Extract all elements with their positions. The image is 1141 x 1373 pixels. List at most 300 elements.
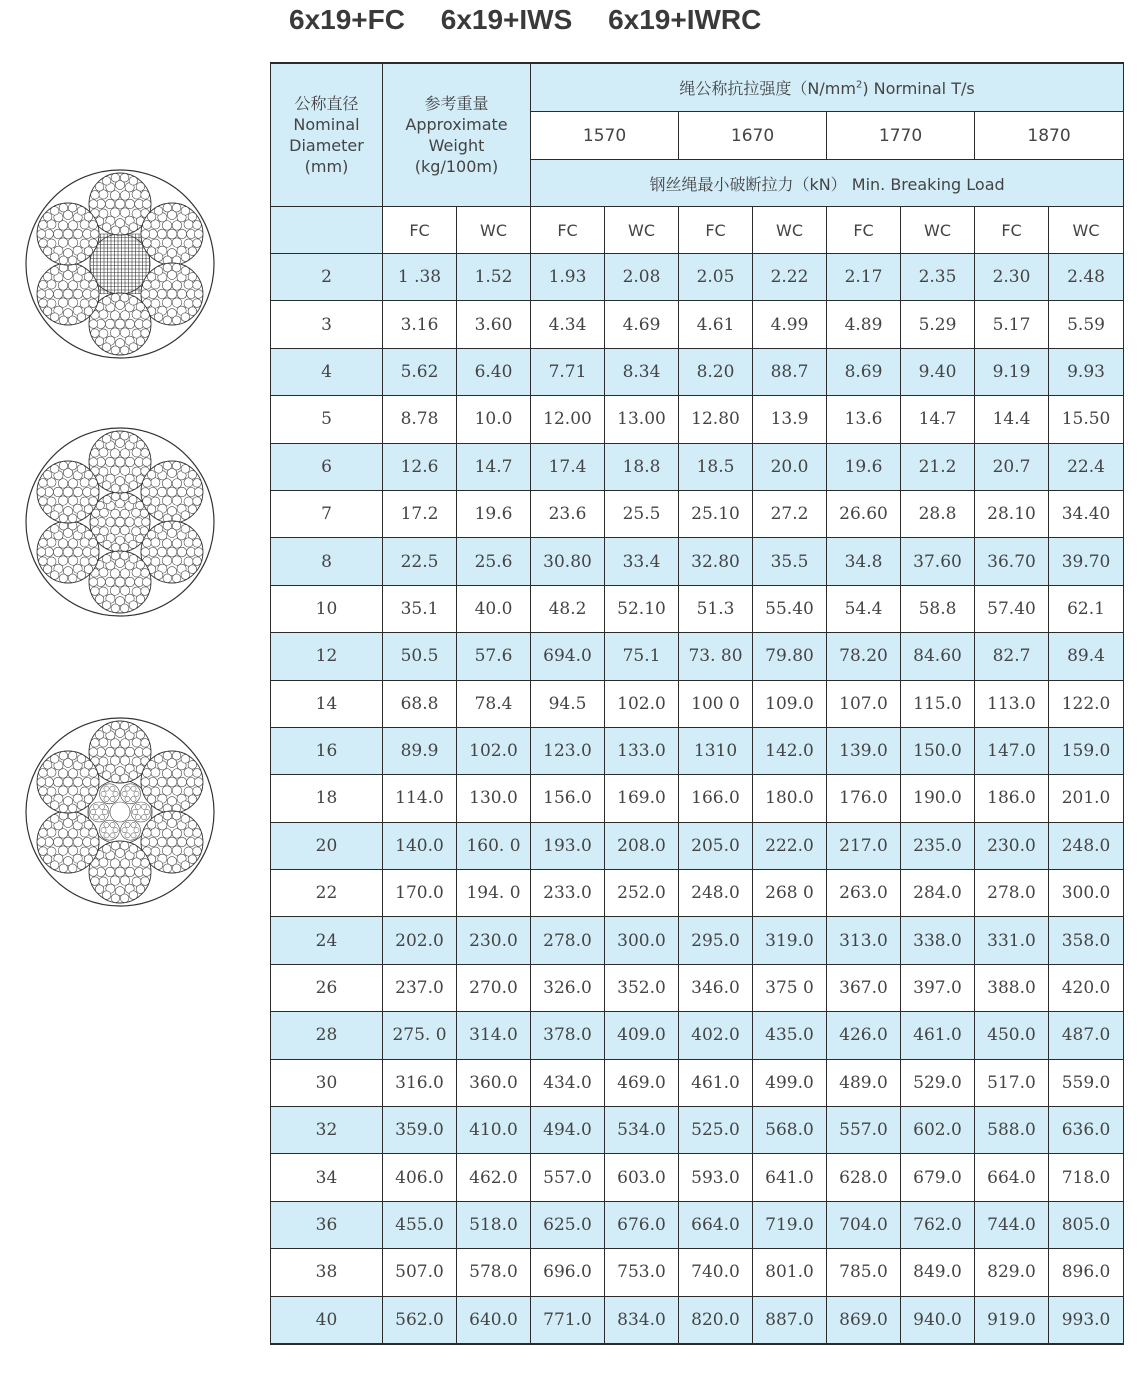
value-cell: 295.0 <box>679 917 753 964</box>
value-cell: 205.0 <box>679 822 753 869</box>
value-cell: 194. 0 <box>457 870 531 917</box>
value-cell: 517.0 <box>975 1059 1049 1106</box>
value-cell: 34.8 <box>827 538 901 585</box>
nominal-diameter-en1: Nominal <box>293 115 360 134</box>
core-strand <box>90 492 150 552</box>
value-cell: 896.0 <box>1049 1249 1124 1296</box>
value-cell: 640.0 <box>457 1296 531 1344</box>
value-cell: 102.0 <box>605 680 679 727</box>
sub-col-header: FC <box>531 207 605 254</box>
value-cell: 1.93 <box>531 254 605 301</box>
value-cell: 694.0 <box>531 633 605 680</box>
outer-strand <box>37 461 99 523</box>
value-cell: 4.89 <box>827 301 901 348</box>
value-cell: 7.71 <box>531 348 605 395</box>
value-cell: 122.0 <box>1049 680 1124 727</box>
value-cell: 562.0 <box>383 1296 457 1344</box>
value-cell: 78.20 <box>827 633 901 680</box>
table-row <box>271 680 1124 727</box>
value-cell: 190.0 <box>901 775 975 822</box>
value-cell: 278.0 <box>531 917 605 964</box>
strength-sup: 2 <box>855 79 863 91</box>
value-cell: 15.50 <box>1049 396 1124 443</box>
diameter-cell: 5 <box>271 396 383 443</box>
value-cell: 762.0 <box>901 1201 975 1248</box>
table-row <box>271 727 1124 774</box>
value-cell: 37.60 <box>901 538 975 585</box>
value-cell: 718.0 <box>1049 1154 1124 1201</box>
value-cell: 20.7 <box>975 443 1049 490</box>
value-cell: 202.0 <box>383 917 457 964</box>
value-cell: 603.0 <box>605 1154 679 1201</box>
value-cell: 62.1 <box>1049 585 1124 632</box>
value-cell: 676.0 <box>605 1201 679 1248</box>
table-row <box>271 775 1124 822</box>
table-row <box>271 254 1124 301</box>
value-cell: 54.4 <box>827 585 901 632</box>
value-cell: 50.5 <box>383 633 457 680</box>
value-cell: 14.4 <box>975 396 1049 443</box>
value-cell: 160. 0 <box>457 822 531 869</box>
value-cell: 2.05 <box>679 254 753 301</box>
value-cell: 22.5 <box>383 538 457 585</box>
value-cell: 326.0 <box>531 964 605 1011</box>
value-cell: 507.0 <box>383 1249 457 1296</box>
value-cell: 89.9 <box>383 727 457 774</box>
value-cell: 5.62 <box>383 348 457 395</box>
value-cell: 52.10 <box>605 585 679 632</box>
value-cell: 469.0 <box>605 1059 679 1106</box>
value-cell: 27.2 <box>753 490 827 537</box>
value-cell: 268 0 <box>753 870 827 917</box>
diameter-cell: 22 <box>271 870 383 917</box>
value-cell: 57.40 <box>975 585 1049 632</box>
value-cell: 300.0 <box>605 917 679 964</box>
value-cell: 331.0 <box>975 917 1049 964</box>
diameter-cell: 3 <box>271 301 383 348</box>
value-cell: 346.0 <box>679 964 753 1011</box>
value-cell: 40.0 <box>457 585 531 632</box>
value-cell: 602.0 <box>901 1107 975 1154</box>
value-cell: 588.0 <box>975 1107 1049 1154</box>
table-row <box>271 1249 1124 1296</box>
sub-col-header: WC <box>901 207 975 254</box>
table-row <box>271 1107 1124 1154</box>
value-cell: 568.0 <box>753 1107 827 1154</box>
outer-strand <box>141 461 203 523</box>
diameter-header-blank <box>271 207 383 254</box>
value-cell: 18.8 <box>605 443 679 490</box>
diameter-cell: 36 <box>271 1201 383 1248</box>
diameter-cell: 28 <box>271 1012 383 1059</box>
value-cell: 150.0 <box>901 727 975 774</box>
grade-1770: 1770 <box>827 112 975 160</box>
value-cell: 409.0 <box>605 1012 679 1059</box>
value-cell: 21.2 <box>901 443 975 490</box>
value-cell: 6.40 <box>457 348 531 395</box>
value-cell: 208.0 <box>605 822 679 869</box>
value-cell: 2.30 <box>975 254 1049 301</box>
table-row <box>271 348 1124 395</box>
value-cell: 18.5 <box>679 443 753 490</box>
value-cell: 820.0 <box>679 1296 753 1344</box>
table-row <box>271 1012 1124 1059</box>
table-row <box>271 443 1124 490</box>
value-cell: 102.0 <box>457 727 531 774</box>
sub-col-header: WC <box>753 207 827 254</box>
table-row <box>271 964 1124 1011</box>
value-cell: 489.0 <box>827 1059 901 1106</box>
strength-rest: ) Norminal T/s <box>862 79 975 98</box>
table-row <box>271 1059 1124 1106</box>
value-cell: 494.0 <box>531 1107 605 1154</box>
value-cell: 186.0 <box>975 775 1049 822</box>
value-cell: 133.0 <box>605 727 679 774</box>
value-cell: 140.0 <box>383 822 457 869</box>
value-cell: 940.0 <box>901 1296 975 1344</box>
value-cell: 388.0 <box>975 964 1049 1011</box>
value-cell: 270.0 <box>457 964 531 1011</box>
value-cell: 499.0 <box>753 1059 827 1106</box>
value-cell: 358.0 <box>1049 917 1124 964</box>
value-cell: 719.0 <box>753 1201 827 1248</box>
table-row <box>271 822 1124 869</box>
value-cell: 113.0 <box>975 680 1049 727</box>
value-cell: 2.22 <box>753 254 827 301</box>
value-cell: 30.80 <box>531 538 605 585</box>
sub-col-header: FC <box>383 207 457 254</box>
value-cell: 557.0 <box>827 1107 901 1154</box>
title-6x19-iwrc: 6x19+IWRC <box>608 4 762 35</box>
table-row <box>271 1201 1124 1248</box>
value-cell: 10.0 <box>457 396 531 443</box>
diameter-cell: 34 <box>271 1154 383 1201</box>
value-cell: 28.10 <box>975 490 1049 537</box>
value-cell: 36.70 <box>975 538 1049 585</box>
value-cell: 28.8 <box>901 490 975 537</box>
value-cell: 142.0 <box>753 727 827 774</box>
value-cell: 12.80 <box>679 396 753 443</box>
value-cell: 35.1 <box>383 585 457 632</box>
table-row <box>271 490 1124 537</box>
sub-col-header: FC <box>975 207 1049 254</box>
nominal-diameter-header <box>271 63 383 207</box>
sub-col-header: WC <box>457 207 531 254</box>
value-cell: 3.16 <box>383 301 457 348</box>
value-cell: 8.20 <box>679 348 753 395</box>
diameter-cell: 20 <box>271 822 383 869</box>
value-cell: 193.0 <box>531 822 605 869</box>
value-cell: 378.0 <box>531 1012 605 1059</box>
value-cell: 338.0 <box>901 917 975 964</box>
value-cell: 740.0 <box>679 1249 753 1296</box>
value-cell: 12.00 <box>531 396 605 443</box>
value-cell: 230.0 <box>457 917 531 964</box>
value-cell: 84.60 <box>901 633 975 680</box>
value-cell: 4.34 <box>531 301 605 348</box>
value-cell: 805.0 <box>1049 1201 1124 1248</box>
value-cell: 233.0 <box>531 870 605 917</box>
value-cell: 834.0 <box>605 1296 679 1344</box>
value-cell: 455.0 <box>383 1201 457 1248</box>
value-cell: 1 .38 <box>383 254 457 301</box>
weight-en2: Weight <box>428 136 485 155</box>
value-cell: 79.80 <box>753 633 827 680</box>
diameter-cell: 4 <box>271 348 383 395</box>
value-cell: 300.0 <box>1049 870 1124 917</box>
independent-wire-rope-core-icon <box>24 716 216 908</box>
value-cell: 557.0 <box>531 1154 605 1201</box>
value-cell: 313.0 <box>827 917 901 964</box>
value-cell: 78.4 <box>457 680 531 727</box>
value-cell: 166.0 <box>679 775 753 822</box>
value-cell: 58.8 <box>901 585 975 632</box>
value-cell: 919.0 <box>975 1296 1049 1344</box>
outer-strand <box>141 751 203 813</box>
weight-cn: 参考重量 <box>424 94 489 113</box>
outer-strand <box>141 203 203 265</box>
weight-en1: Approximate <box>405 115 508 134</box>
value-cell: 17.2 <box>383 490 457 537</box>
value-cell: 2.08 <box>605 254 679 301</box>
value-cell: 22.4 <box>1049 443 1124 490</box>
value-cell: 248.0 <box>1049 822 1124 869</box>
value-cell: 9.40 <box>901 348 975 395</box>
value-cell: 5.17 <box>975 301 1049 348</box>
value-cell: 217.0 <box>827 822 901 869</box>
diameter-cell: 7 <box>271 490 383 537</box>
table-row <box>271 538 1124 585</box>
value-cell: 115.0 <box>901 680 975 727</box>
value-cell: 32.80 <box>679 538 753 585</box>
value-cell: 397.0 <box>901 964 975 1011</box>
value-cell: 578.0 <box>457 1249 531 1296</box>
value-cell: 593.0 <box>679 1154 753 1201</box>
value-cell: 278.0 <box>975 870 1049 917</box>
grade-1670: 1670 <box>679 112 827 160</box>
diameter-cell: 10 <box>271 585 383 632</box>
value-cell: 2.35 <box>901 254 975 301</box>
value-cell: 275. 0 <box>383 1012 457 1059</box>
value-cell: 771.0 <box>531 1296 605 1344</box>
value-cell: 19.6 <box>827 443 901 490</box>
diameter-cell: 24 <box>271 917 383 964</box>
value-cell: 869.0 <box>827 1296 901 1344</box>
independent-wire-strand-rope-icon <box>24 426 216 618</box>
value-cell: 252.0 <box>605 870 679 917</box>
value-cell: 679.0 <box>901 1154 975 1201</box>
diameter-cell: 18 <box>271 775 383 822</box>
value-cell: 704.0 <box>827 1201 901 1248</box>
value-cell: 753.0 <box>605 1249 679 1296</box>
nominal-diameter-unit: (mm) <box>304 157 349 176</box>
value-cell: 625.0 <box>531 1201 605 1248</box>
value-cell: 51.3 <box>679 585 753 632</box>
value-cell: 1.52 <box>457 254 531 301</box>
outer-strand <box>37 811 99 873</box>
value-cell: 88.7 <box>753 348 827 395</box>
value-cell: 534.0 <box>605 1107 679 1154</box>
value-cell: 9.19 <box>975 348 1049 395</box>
value-cell: 641.0 <box>753 1154 827 1201</box>
value-cell: 35.5 <box>753 538 827 585</box>
strength-cn: 绳公称抗拉强度（N/mm <box>679 79 856 98</box>
value-cell: 8.78 <box>383 396 457 443</box>
value-cell: 316.0 <box>383 1059 457 1106</box>
value-cell: 48.2 <box>531 585 605 632</box>
diameter-cell: 2 <box>271 254 383 301</box>
value-cell: 664.0 <box>975 1154 1049 1201</box>
value-cell: 123.0 <box>531 727 605 774</box>
diameter-cell: 38 <box>271 1249 383 1296</box>
value-cell: 237.0 <box>383 964 457 1011</box>
value-cell: 406.0 <box>383 1154 457 1201</box>
value-cell: 435.0 <box>753 1012 827 1059</box>
nominal-diameter-en2: Diameter <box>289 136 364 155</box>
value-cell: 829.0 <box>975 1249 1049 1296</box>
outer-strand <box>37 263 99 325</box>
diameter-cell: 8 <box>271 538 383 585</box>
value-cell: 529.0 <box>901 1059 975 1106</box>
value-cell: 462.0 <box>457 1154 531 1201</box>
value-cell: 180.0 <box>753 775 827 822</box>
value-cell: 993.0 <box>1049 1296 1124 1344</box>
value-cell: 785.0 <box>827 1249 901 1296</box>
outer-strand <box>37 203 99 265</box>
value-cell: 696.0 <box>531 1249 605 1296</box>
value-cell: 176.0 <box>827 775 901 822</box>
value-cell: 82.7 <box>975 633 1049 680</box>
grade-1570: 1570 <box>531 112 679 160</box>
value-cell: 169.0 <box>605 775 679 822</box>
value-cell: 636.0 <box>1049 1107 1124 1154</box>
value-cell: 156.0 <box>531 775 605 822</box>
value-cell: 559.0 <box>1049 1059 1124 1106</box>
value-cell: 8.34 <box>605 348 679 395</box>
value-cell: 14.7 <box>901 396 975 443</box>
sub-col-header: WC <box>605 207 679 254</box>
value-cell: 263.0 <box>827 870 901 917</box>
value-cell: 801.0 <box>753 1249 827 1296</box>
value-cell: 13.9 <box>753 396 827 443</box>
value-cell: 94.5 <box>531 680 605 727</box>
value-cell: 5.59 <box>1049 301 1124 348</box>
value-cell: 114.0 <box>383 775 457 822</box>
weight-header <box>383 63 531 207</box>
value-cell: 26.60 <box>827 490 901 537</box>
value-cell: 402.0 <box>679 1012 753 1059</box>
value-cell: 39.70 <box>1049 538 1124 585</box>
value-cell: 352.0 <box>605 964 679 1011</box>
diameter-cell: 6 <box>271 443 383 490</box>
value-cell: 33.4 <box>605 538 679 585</box>
value-cell: 518.0 <box>457 1201 531 1248</box>
value-cell: 360.0 <box>457 1059 531 1106</box>
value-cell: 319.0 <box>753 917 827 964</box>
wire-rope-spec-table <box>270 62 1124 1345</box>
value-cell: 139.0 <box>827 727 901 774</box>
value-cell: 664.0 <box>679 1201 753 1248</box>
value-cell: 159.0 <box>1049 727 1124 774</box>
value-cell: 4.61 <box>679 301 753 348</box>
value-cell: 68.8 <box>383 680 457 727</box>
value-cell: 19.6 <box>457 490 531 537</box>
strength-header <box>531 63 1124 112</box>
outer-strand <box>37 521 99 583</box>
value-cell: 109.0 <box>753 680 827 727</box>
sub-col-header: FC <box>679 207 753 254</box>
table-row <box>271 1296 1124 1344</box>
value-cell: 4.69 <box>605 301 679 348</box>
page-title <box>289 0 761 40</box>
value-cell: 849.0 <box>901 1249 975 1296</box>
value-cell: 20.0 <box>753 443 827 490</box>
value-cell: 25.10 <box>679 490 753 537</box>
value-cell: 426.0 <box>827 1012 901 1059</box>
value-cell: 450.0 <box>975 1012 1049 1059</box>
title-6x19-iws: 6x19+IWS <box>440 4 573 35</box>
value-cell: 57.6 <box>457 633 531 680</box>
title-6x19-fc: 6x19+FC <box>289 4 405 35</box>
value-cell: 461.0 <box>679 1059 753 1106</box>
value-cell: 170.0 <box>383 870 457 917</box>
value-cell: 25.6 <box>457 538 531 585</box>
value-cell: 434.0 <box>531 1059 605 1106</box>
value-cell: 744.0 <box>975 1201 1049 1248</box>
value-cell: 5.29 <box>901 301 975 348</box>
diameter-cell: 30 <box>271 1059 383 1106</box>
table-row <box>271 870 1124 917</box>
diameter-cell: 12 <box>271 633 383 680</box>
value-cell: 2.48 <box>1049 254 1124 301</box>
fiber-core <box>90 234 150 294</box>
sub-col-header: FC <box>827 207 901 254</box>
value-cell: 34.40 <box>1049 490 1124 537</box>
value-cell: 235.0 <box>901 822 975 869</box>
value-cell: 25.5 <box>605 490 679 537</box>
value-cell: 100 0 <box>679 680 753 727</box>
value-cell: 359.0 <box>383 1107 457 1154</box>
value-cell: 73. 80 <box>679 633 753 680</box>
value-cell: 410.0 <box>457 1107 531 1154</box>
value-cell: 420.0 <box>1049 964 1124 1011</box>
diameter-cell: 32 <box>271 1107 383 1154</box>
value-cell: 9.93 <box>1049 348 1124 395</box>
value-cell: 14.7 <box>457 443 531 490</box>
value-cell: 367.0 <box>827 964 901 1011</box>
value-cell: 284.0 <box>901 870 975 917</box>
value-cell: 461.0 <box>901 1012 975 1059</box>
table-row <box>271 301 1124 348</box>
value-cell: 4.99 <box>753 301 827 348</box>
value-cell: 8.69 <box>827 348 901 395</box>
value-cell: 13.6 <box>827 396 901 443</box>
weight-unit: (kg/100m) <box>414 157 499 176</box>
value-cell: 130.0 <box>457 775 531 822</box>
value-cell: 487.0 <box>1049 1012 1124 1059</box>
nominal-diameter-cn: 公称直径 <box>294 94 359 113</box>
table-row <box>271 585 1124 632</box>
value-cell: 525.0 <box>679 1107 753 1154</box>
grade-1870: 1870 <box>975 112 1124 160</box>
value-cell: 230.0 <box>975 822 1049 869</box>
value-cell: 17.4 <box>531 443 605 490</box>
table-row <box>271 633 1124 680</box>
table-row <box>271 917 1124 964</box>
outer-strand <box>37 751 99 813</box>
value-cell: 147.0 <box>975 727 1049 774</box>
breaking-load-header: 钢丝绳最小破断拉力（kN） Min. Breaking Load <box>531 160 1124 207</box>
